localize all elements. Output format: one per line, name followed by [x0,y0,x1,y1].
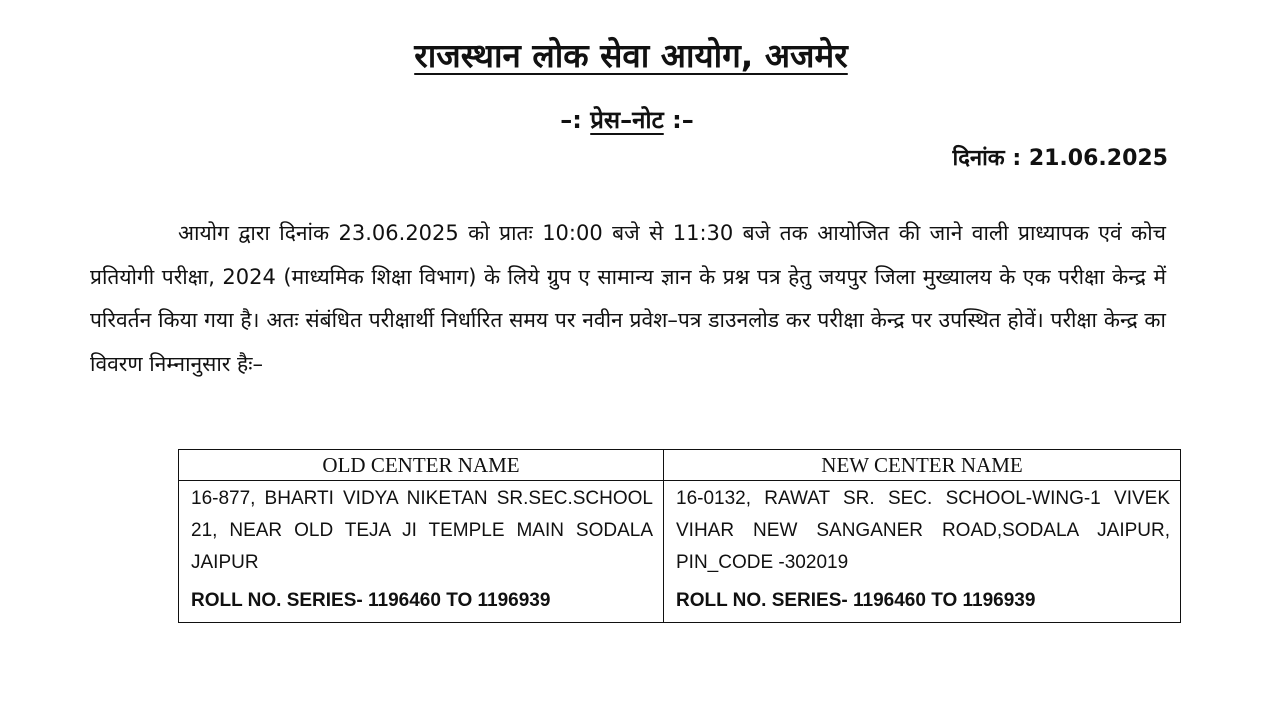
press-note-heading [0,103,1254,137]
press-note-prefix: –: [560,106,591,134]
old-center-address: 16-877, BHARTI VIDYA NIKETAN SR.SEC.SCHOOL 21, NEAR OLD TEJA JI TEMPLE MAIN SODALA JAIPUR [191,488,653,573]
notice-paragraph: आयोग द्वारा दिनांक 23.06.2025 को प्रातः 10:00 बजे से 11:30 बजे तक आयोजित की जाने वाली प्राध्यापक एवं कोच प्रतियोगी परीक्षा, 2024 (माध्यमिक शिक्षा विभाग) के लिये ग्रुप ए सामान्य ज्ञान के प्रश्न पत्र हेतु जयपुर जिला मुख्यालय के एक परीक्षा केन्द्र में परिवर्तन किया गया है। अतः संबंधित परीक्षार्थी निर्धारित समय पर नवीन प्रवेश–पत्र डाउनलोड कर परीक्षा केन्द्र पर उपस्थित होवें। परीक्षा केन्द्र का विवरण निम्नानुसार हैः– [90,221,1166,376]
table-header-row [179,450,1181,481]
commission-title [0,34,1262,78]
new-center-header: NEW CENTER NAME [664,450,1181,481]
old-center-header: OLD CENTER NAME [179,450,664,481]
table-row [179,481,1181,623]
old-center-cell [179,481,664,623]
new-center-cell [664,481,1181,623]
press-note-label: प्रेस–नोट [590,106,664,134]
old-center-roll-series: ROLL NO. SERIES- 1196460 TO 1196939 [191,590,551,611]
press-note-suffix: :– [663,106,694,134]
new-center-address: 16-0132, RAWAT SR. SEC. SCHOOL-WING-1 VIVEK VIHAR NEW SANGANER ROAD,SODALA JAIPUR, PIN_CODE -302019 [676,488,1170,573]
center-change-table [178,449,1181,623]
press-note-date: दिनांक : 21.06.2025 [952,146,1168,171]
new-center-roll-series: ROLL NO. SERIES- 1196460 TO 1196939 [676,590,1036,611]
commission-title-text: राजस्थान लोक सेवा आयोग, अजमेर [414,36,848,75]
